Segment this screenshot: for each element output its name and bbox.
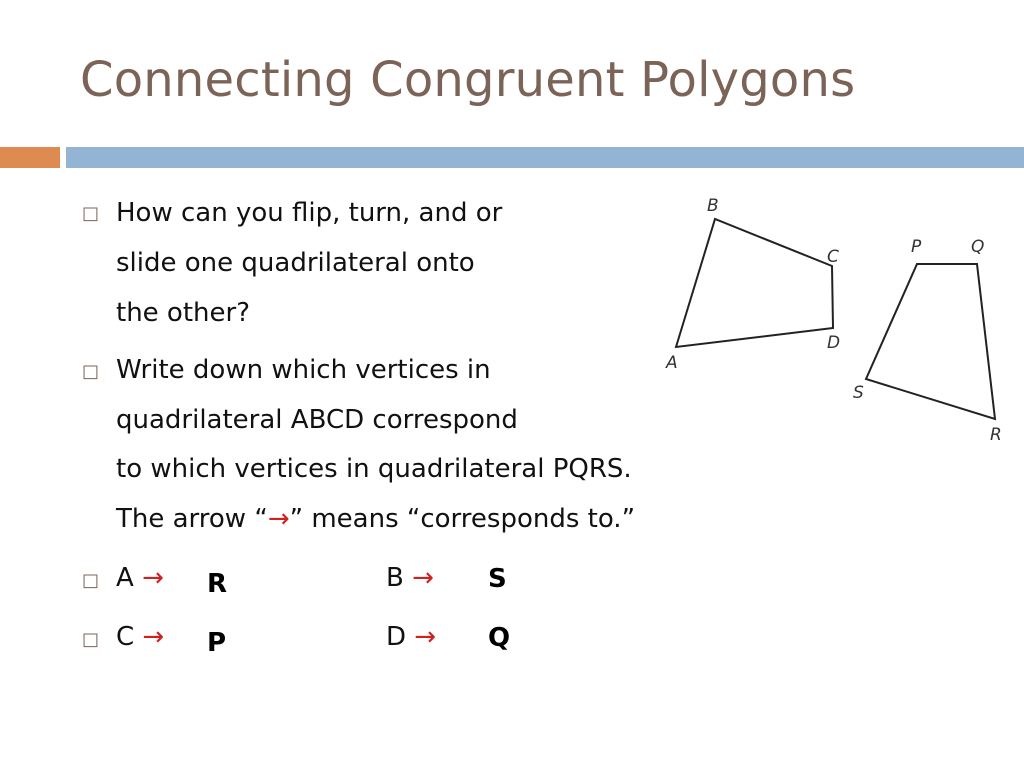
question-2-line-1: Write down which vertices in [116, 355, 491, 385]
vertex-label-r: R [990, 425, 1002, 445]
vertex-label-p: P [911, 237, 922, 257]
vertex-d: D [386, 622, 407, 652]
question-2-line-4 [116, 506, 635, 532]
accent-bar-blue [66, 147, 1024, 168]
accent-bar-orange [0, 147, 60, 168]
vertex-label-c: C [827, 247, 839, 267]
red-arrow-icon: → [142, 622, 165, 652]
red-arrow-icon: → [267, 504, 290, 534]
vertex-a: A [116, 563, 134, 593]
bullet-marker: □ [82, 629, 100, 650]
correspondence-b [386, 565, 434, 591]
red-arrow-icon: → [414, 622, 437, 652]
correspondence-a [116, 565, 164, 591]
question-2-line-2: quadrilateral ABCD correspond [116, 405, 518, 435]
question-2-line-3: to which vertices in quadrilateral PQRS. [116, 454, 632, 484]
vertex-b: B [386, 563, 404, 593]
question-1-line-1: How can you flip, turn, and or [116, 198, 503, 228]
question-1-line-3: the other? [116, 298, 250, 328]
bullet-marker: □ [82, 203, 100, 224]
vertex-label-d: D [827, 333, 841, 353]
answer-d: Q [488, 623, 511, 653]
bullet-marker: □ [82, 570, 100, 591]
answer-a: R [207, 569, 228, 599]
red-arrow-icon: → [142, 563, 164, 593]
question-1-line-2: slide one quadrilateral onto [116, 248, 475, 278]
arrow-note-suffix: ” means “corresponds to.” [289, 504, 636, 534]
correspondence-c [116, 624, 164, 650]
arrow-note-prefix: The arrow “ [116, 504, 268, 534]
vertex-label-q: Q [971, 237, 985, 257]
answer-b: S [488, 564, 507, 594]
slide-title: Connecting Congruent Polygons [80, 52, 856, 108]
vertex-c: C [116, 622, 135, 652]
vertex-label-b: B [707, 196, 719, 216]
bullet-marker: □ [82, 361, 100, 382]
answer-c: P [207, 628, 227, 658]
quadrilateral-abcd [676, 219, 833, 347]
vertex-label-a: A [666, 353, 678, 373]
quadrilateral-pqrs [866, 264, 995, 419]
vertex-label-s: S [853, 383, 864, 403]
quadrilaterals-figure [650, 185, 1020, 450]
correspondence-d [386, 624, 436, 650]
red-arrow-icon: → [412, 563, 434, 593]
